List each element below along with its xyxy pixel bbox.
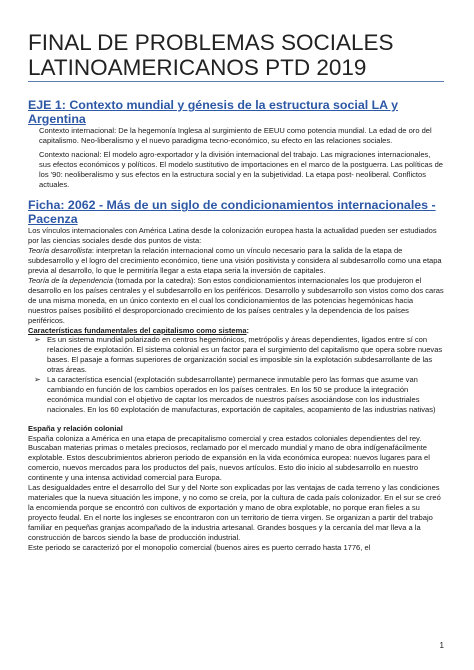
teoria-desarrollista-text: : interpretan la relación internacional como un vínculo necesario para la salida de la etapa de subdesarrollo y el logro del crecimiento económico, tiene una visión positivista y considera al subdesarrollo como una etapa previa al desarrollo, lo que le permitiría llegar a esta etapa seria la inversión de capitales.	[28, 246, 442, 276]
teoria-desarrollista-label: Teoría desarrollista	[28, 246, 92, 256]
diamond-arrow-bullet-icon: ➢	[34, 375, 41, 385]
caracteristicas-heading	[28, 326, 444, 336]
title-divider	[28, 81, 444, 82]
ficha-heading: Ficha: 2062 - Más de un siglo de condicionamientos internacionales - Pacenza	[28, 198, 436, 227]
list-item	[28, 375, 444, 415]
eje-heading	[28, 98, 444, 126]
eje-paragraph-internacional: Contexto internacional: De la hegemonía Inglesa al surgimiento de EEUU como potencia mundial. La edad de oro del capitalismo. Neo-liberalismo y el nuevo paradigma tecno-económico, su efecto en las relaciones sociales.	[39, 126, 432, 145]
eje-paragraph-nacional: Contexto nacional: El modelo agro-exportador y la división internacional del trabajo. Las migraciones internacionales, sus efectos económicos y políticos. El modelo sustitutivo de importaciones en el marco de la postguerra. Las políticas de los '90: neoliberalismo y sus efectos en la estructura social y en la subjetividad. La etapa post- neoliberal. Conflictos actuales.	[39, 149, 443, 189]
list-item	[28, 335, 444, 375]
espana-paragraph-1: España coloniza a América en una etapa de precapitalismo comercial y crea estados coloniales dependientes del rey. Buscaban materias primas o metales preciosos, reclamado por el mercado mundial y mano de obra indígenafácilmente explotable. Estos descubrimientos abrieron periodo de expansión en la vida económica europea: nuevos lugares para el comercio, nuevos mercados para los productos del país, nuevos artículos. Esto dio inicio al subdesarrollo en nuestro continente y una intensa actividad comercial para Europa.	[28, 433, 430, 483]
document-title	[28, 30, 444, 80]
list-item-text: Es un sistema mundial polarizado en centros hegemónicos, metrópolis y áreas dependientes, ligados entre sí con relaciones de explotación. El sistema colonial es un factor para el surgimiento del capitalismo que opera sobre nuevas bases. El pasaje a formas superiores de organización social es imposible sin la explotación subdesarrollante de las otras áreas.	[47, 335, 443, 375]
teoria-dependencia-paragraph	[28, 276, 444, 326]
espana-paragraph-2: Las desigualdades entre el desarrollo del Sur y del Norte son explicadas por las ventajas de cada terreno y las condiciones materiales que la nueva situación les impone, y no como se creía, por la cultura de cada país colonizador. En el sur se creó la encomienda porque se encontró con cultivos de exportación y mano de obra explotable, no porque eran fieles a su proyecto feudal. En el norte los ingleses se encontraron con un territorio de tierra virgen. Se organizan a partir del trabajo familiar en pequeñas granjas acompañado de la industria artesanal. Grandes bosques y la cercanía del mar lleva a la construcción de barcos siendo la base de producción industrial.	[28, 483, 441, 542]
teoria-dependencia-text: (tomada por la catedra): Son estos condicionamientos internacionales los que produjeron el desarrollo en los países centrales y el subdesarrollo en los periféricos. Desarrollo y subdesarrollo son vistos como dos caras de una misma moneda, en un único contexto en el cual los condicionamientos de las potencias hegemónicas hacia nuestros países posibilitó el desproporcionado crecimiento de los países centrales y la dependencia de los países periféricos.	[28, 275, 444, 325]
page-number: 1	[439, 641, 444, 650]
diamond-arrow-bullet-icon: ➢	[34, 335, 41, 345]
caracteristicas-heading-text: Características fundamentales del capitalismo como sistema	[28, 325, 247, 335]
title-line-1: FINAL DE PROBLEMAS SOCIALES	[28, 30, 394, 55]
eje-heading-line-2: Argentina	[28, 112, 86, 126]
title-line-2: LATINOAMERICANOS PTD 2019	[28, 55, 367, 80]
eje-heading-line-1: EJE 1: Contexto mundial y génesis de la estructura social LA y	[28, 98, 398, 112]
teoria-dependencia-label: Teoría de la dependencia	[28, 275, 113, 285]
espana-heading: España y relación colonial	[28, 423, 123, 433]
teoria-desarrollista-paragraph	[28, 246, 444, 276]
ficha-intro: Los vínculos internacionales con América Latina desde la colonización europea hasta la actualidad pueden ser estudiados por las ciencias sociales desde dos puntos de vista:	[28, 226, 437, 246]
document-body	[28, 98, 444, 552]
espana-paragraph-3: Este periodo se caracterizó por el monopolio comercial (buenos aires es puerto cerrado hasta 1776, el	[28, 542, 371, 552]
list-item-text: La característica esencial (explotación subdesarrollante) permanece inmutable pero las formas que asume van cambiando en función de los cambios operados en los países centrales. En los 50 se produce la integración económica mundial con el objetivo de captar los mercados de nuestros países asociándose con los industriales nacionales. En los 60 explotación de manufacturas, exportación de capitales, acopamiento de las industrias nativas)	[47, 375, 436, 414]
caracteristicas-heading-colon: :	[246, 325, 250, 335]
